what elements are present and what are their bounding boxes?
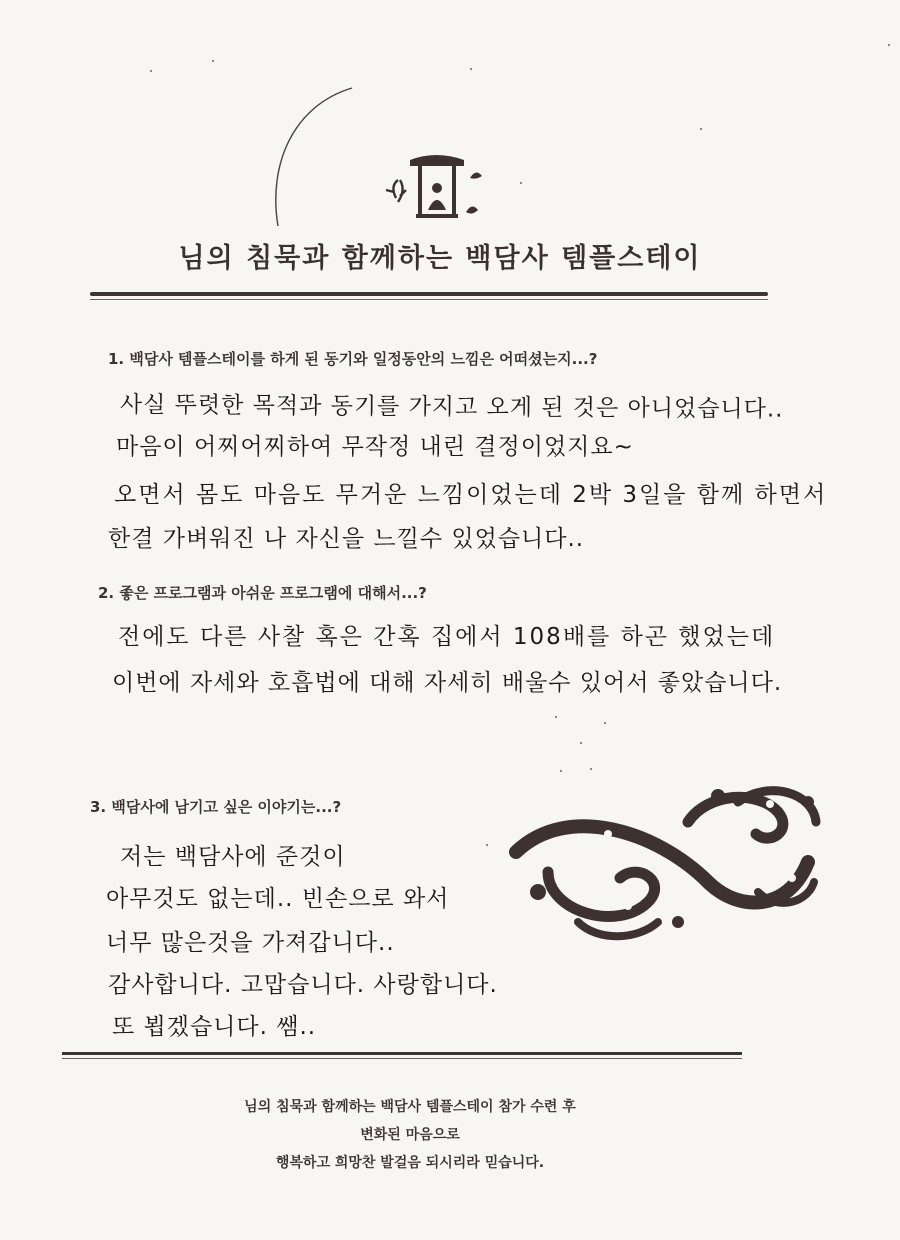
answer-1-line-3: 오면서 몸도 마음도 무거운 느낌이었는데 2박 3일을 함께 하면서 (114, 482, 828, 508)
scan-speck (212, 60, 214, 62)
footer-line-1: 님의 침묵과 함께하는 백담사 템플스테이 참가 수련 후 (244, 1099, 576, 1115)
answer-1-line-2: 마음이 어찌어찌하여 무작정 내린 결정이었지요~ (116, 434, 634, 460)
title-divider (90, 292, 768, 296)
scan-speck (580, 742, 582, 744)
scan-speck (470, 68, 472, 70)
question-2: 2. 좋은 프로그램과 아쉬운 프로그램에 대해서...? (98, 584, 427, 602)
answer-3-line-5: 또 뵙겠습니다. 쌤.. (112, 1014, 317, 1040)
answer-1-line-1: 사실 뚜렷한 목적과 동기를 가지고 오게 된 것은 아니었습니다.. (119, 392, 784, 423)
scan-speck (700, 128, 702, 130)
scan-speck (888, 44, 890, 46)
question-3: 3. 백담사에 남기고 싶은 이야기는...? (90, 798, 342, 816)
footer-line-3: 행복하고 희망찬 발걸음 되시리라 믿습니다. (275, 1155, 545, 1171)
scan-speck (590, 768, 592, 770)
footer-line-2: 변화된 마음으로 (360, 1127, 460, 1143)
temple-buddha-icon (378, 150, 488, 230)
answer-3-line-2: 아무것도 없는데.. 빈손으로 와서 (106, 886, 450, 912)
scan-speck (560, 770, 562, 772)
scan-speck (604, 722, 606, 724)
scan-speck (555, 716, 557, 718)
answer-1-line-4: 한결 가벼워진 나 자신을 느낄수 있었습니다.. (108, 526, 585, 552)
footer-divider-thin (62, 1058, 742, 1059)
page-title: 님의 침묵과 함께하는 백담사 템플스테이 (178, 243, 702, 274)
title-divider-thin (90, 299, 768, 300)
scan-speck (486, 844, 488, 846)
scan-speck (520, 182, 522, 184)
answer-2-line-2: 이번에 자세와 호흡법에 대해 자세히 배울수 있어서 좋았습니다. (112, 670, 783, 696)
floral-scroll-ornament (508, 782, 828, 942)
answer-3-line-3: 너무 많은것을 가져갑니다.. (106, 930, 395, 956)
scan-speck (150, 70, 152, 72)
footer-divider (62, 1052, 742, 1055)
answer-2-line-1: 전에도 다른 사찰 혹은 간혹 집에서 108배를 하곤 했었는데 (118, 624, 776, 650)
answer-3-line-4: 감사합니다. 고맙습니다. 사랑합니다. (108, 972, 498, 998)
answer-3-line-1: 저는 백담사에 준것이 (120, 844, 346, 870)
question-1: 1. 백담사 템플스테이를 하게 된 동기와 일정동안의 느낌은 어떠셨는지...? (108, 350, 598, 368)
